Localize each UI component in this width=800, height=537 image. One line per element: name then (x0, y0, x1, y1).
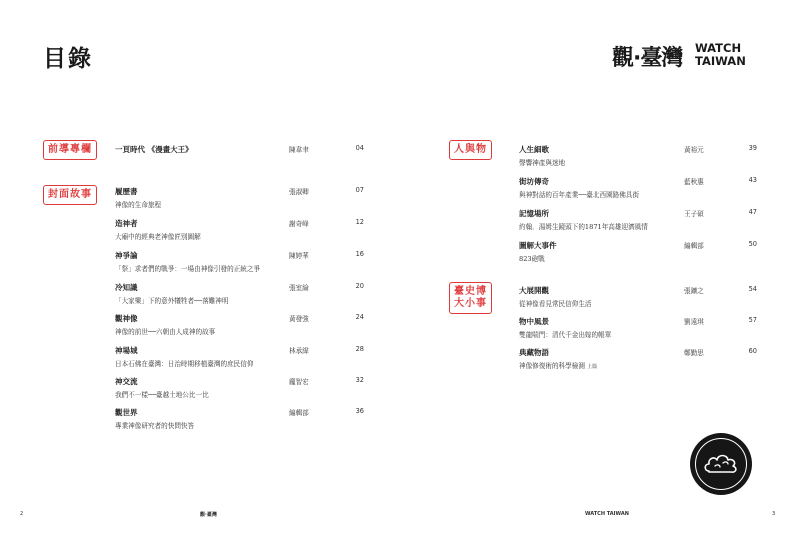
entry-title: 一頁時代 《漫畫大王》 (115, 145, 193, 154)
entry-title: 神交流 (115, 377, 138, 386)
entry-author: 張室綸 (289, 284, 309, 292)
entry-author: 黃發強 (289, 315, 309, 323)
entry-subtitle: 專業神像研究者的快問快答 (115, 422, 195, 430)
entry-author: 鄭勤思 (684, 349, 704, 357)
entry-title: 觀世界 (115, 408, 138, 417)
logo-english-line2: TAIWAN (695, 54, 746, 68)
cloud-icon (703, 451, 739, 477)
entry-subtitle: 雙龍喘門：清代千金出嫁的帳單 (519, 331, 612, 339)
entry-subtitle: 與神對話的百年產業──臺北西園路佛具街 (519, 191, 640, 199)
entry-page: 07 (355, 186, 364, 194)
entry-title: 履歷書 (115, 187, 138, 196)
entry-part-note: 上篇 (587, 364, 598, 370)
entry-subtitle: 大廟中的經典老神像匠別圖解 (115, 233, 201, 241)
entry-subtitle: 日本石佛在臺灣：日治時期移植臺灣的庶民信仰 (115, 360, 254, 368)
entry-author: 謝奇峰 (289, 220, 309, 228)
entry-subtitle: 從神像看見常民信仰生活 (519, 300, 592, 308)
section-tag-cover-story: 封面故事 (43, 185, 97, 205)
left-page-number: 2 (20, 511, 24, 517)
entry-page: 24 (355, 313, 364, 321)
section-tag-people-and-objects: 人與物 (449, 140, 492, 160)
footer-brand-english: WATCH TAIWAN (585, 511, 629, 517)
entry-author: 陳韋聿 (289, 146, 309, 154)
entry-subtitle: 神像的生命旅程 (115, 201, 162, 209)
entry-author: 藍秋惠 (684, 178, 704, 186)
logo-english-line1: WATCH (695, 41, 742, 55)
cloud-emblem (690, 433, 752, 495)
entry-author: 林承緯 (289, 347, 309, 355)
entry-author: 陳婷華 (289, 252, 309, 260)
entry-page: 04 (355, 144, 364, 152)
entry-page: 60 (748, 347, 757, 355)
entry-author: 編輯部 (289, 409, 309, 417)
entry-subtitle: 我們不一樣──臺越土地公比一比 (115, 391, 209, 399)
entry-author: 黃裕元 (684, 146, 704, 154)
right-page-number: 3 (772, 511, 776, 517)
entry-page: 47 (748, 208, 757, 216)
entry-title: 典藏物語 (519, 348, 549, 357)
page-title: 目錄 (43, 46, 93, 72)
entry-subtitle: 神像的前世──六朝由人成神的故事 (115, 328, 216, 336)
entry-subtitle-text: 神像修復術的科學檢測 (519, 362, 585, 370)
section-tag-line1: 臺史博 (454, 286, 487, 297)
entry-page: 20 (355, 282, 364, 290)
entry-author: 王子碩 (684, 210, 704, 218)
footer-brand-chinese: 觀·臺灣 (200, 512, 217, 518)
logo-english (695, 42, 746, 68)
entry-subtitle: 「大家樂」下的意外犧牲者──落難神明 (115, 297, 229, 305)
entry-page: 39 (748, 144, 757, 152)
entry-subtitle (519, 360, 597, 370)
entry-author: 編輯部 (684, 242, 704, 250)
entry-subtitle: 聲響神產與迷地 (519, 159, 566, 167)
entry-subtitle: 823砲戰 (519, 255, 545, 263)
section-tag-museum-news (449, 282, 492, 314)
entry-page: 43 (748, 176, 757, 184)
entry-title: 大展開觀 (519, 286, 549, 295)
entry-author: 張鑛之 (684, 287, 704, 295)
entry-title: 圖解大事件 (519, 241, 557, 250)
section-tag-line2: 大小事 (454, 298, 487, 309)
section-tag-preface-column: 前導專欄 (43, 140, 97, 160)
entry-title: 物中風景 (519, 317, 549, 326)
entry-page: 36 (355, 407, 364, 415)
logo-chinese: 觀·臺灣 (612, 46, 683, 71)
entry-page: 54 (748, 285, 757, 293)
entry-subtitle: 「祭」求者們的戰爭：一場由神像引發的正統之爭 (115, 265, 261, 273)
entry-title: 神場城 (115, 346, 138, 355)
entry-subtitle: 約翰．湯姆生鏡頭下的1871年高雄迎濟風情 (519, 223, 648, 231)
entry-title: 街坊傳奇 (519, 177, 549, 186)
entry-page: 12 (355, 218, 364, 226)
entry-title: 神爭論 (115, 251, 138, 260)
entry-title: 記憶場所 (519, 209, 549, 218)
entry-page: 16 (355, 250, 364, 258)
entry-page: 57 (748, 316, 757, 324)
entry-page: 32 (355, 376, 364, 384)
entry-title: 造神者 (115, 219, 138, 228)
entry-author: 劉遠琪 (684, 318, 704, 326)
entry-author: 張淑卿 (289, 188, 309, 196)
entry-title: 冷知識 (115, 283, 138, 292)
magazine-logo (612, 41, 762, 71)
entry-author: 龐智宏 (289, 378, 309, 386)
entry-page: 50 (748, 240, 757, 248)
entry-title: 觀神像 (115, 314, 138, 323)
entry-page: 28 (355, 345, 364, 353)
entry-title: 人生細歌 (519, 145, 549, 154)
